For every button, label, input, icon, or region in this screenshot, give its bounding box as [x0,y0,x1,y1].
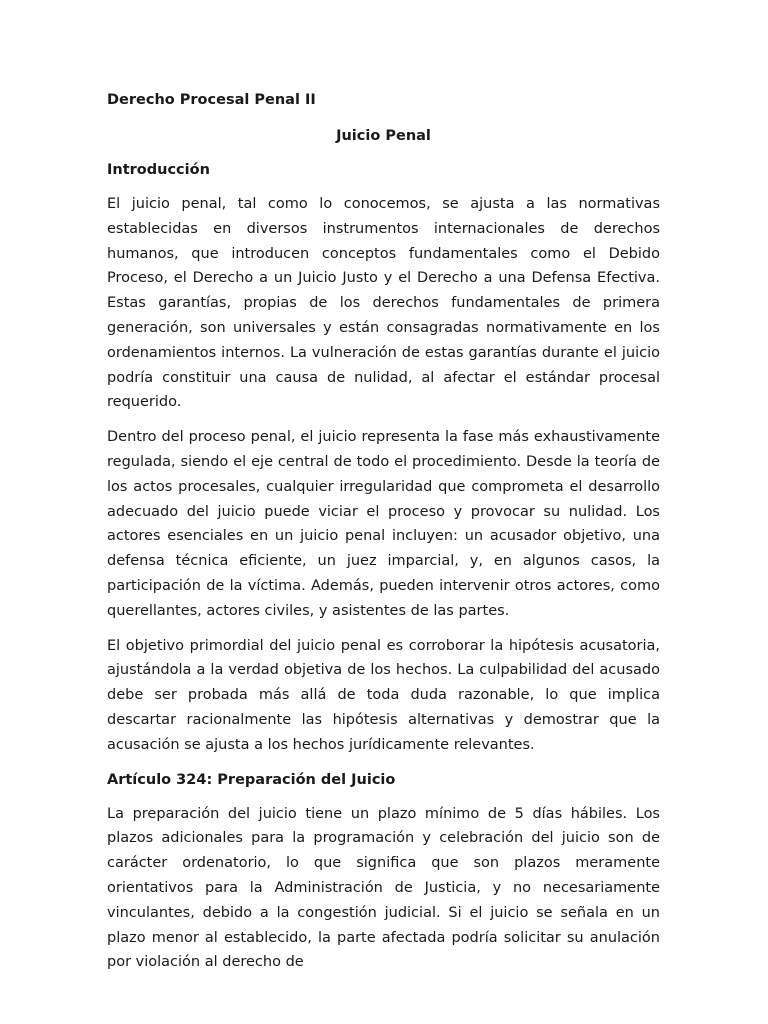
paragraph: El objetivo primordial del juicio penal es corroborar la hipótesis acusatoria, ajustándola a la verdad objetiva de los hechos. La culpabilidad del acusado debe ser probada más allá de toda duda razonable, lo que implica descartar racionalmente las hipótesis alternativas y demostrar que la acusación se ajusta a los hechos jurídicamente relevantes. [107,637,660,753]
paragraph: Dentro del proceso penal, el juicio representa la fase más exhaustivamente regulada, siendo el eje central de todo el procedimiento. Desde la teoría de los actos procesales, cualquier irregularidad que comprometa el desarrollo adecuado del juicio puede viciar el proceso y provocar su nulidad. Los actores esenciales en un juicio penal incluyen: un acusador objetivo, una defensa técnica eficiente, un juez imparcial, y, en algunos casos, la participación de la víctima. Además, pueden intervenir otros actores, como querellantes, actores civiles, y asistentes de las partes. [107,429,660,619]
paragraph: La preparación del juicio tiene un plazo mínimo de 5 días hábiles. Los plazos adicionales para la programación y celebración del juicio son de carácter ordenatorio, lo que significa que son plazos meramente orientativos para la Administración de Justicia, y no necesariamente vinculantes, debido a la congestión judicial. Si el juicio se señala en un plazo menor al establecido, la parte afectada podría solicitar su anulación por violación al derecho de [107,805,660,971]
document-subject: Derecho Procesal Penal II [107,92,316,108]
document-page [107,88,660,985]
section-heading-articulo-324: Artículo 324: Preparación del Juicio [107,771,396,788]
paragraph: El juicio penal, tal como lo conocemos, se ajusta a las normativas establecidas en diversos instrumentos internacionales de derechos humanos, que introducen conceptos fundamentales como el Debido Proceso, el Derecho a un Juicio Justo y el Derecho a una Defensa Efectiva. Estas garantías, propias de los derechos fundamentales de primera generación, son universales y están consagradas normativamente en los ordenamientos internos. La vulneración de estas garantías durante el juicio podría constituir una causa de nulidad, al afectar el estándar procesal requerido. [107,196,660,411]
document-title: Juicio Penal [336,128,431,144]
section-heading-introduccion: Introducción [107,162,210,178]
